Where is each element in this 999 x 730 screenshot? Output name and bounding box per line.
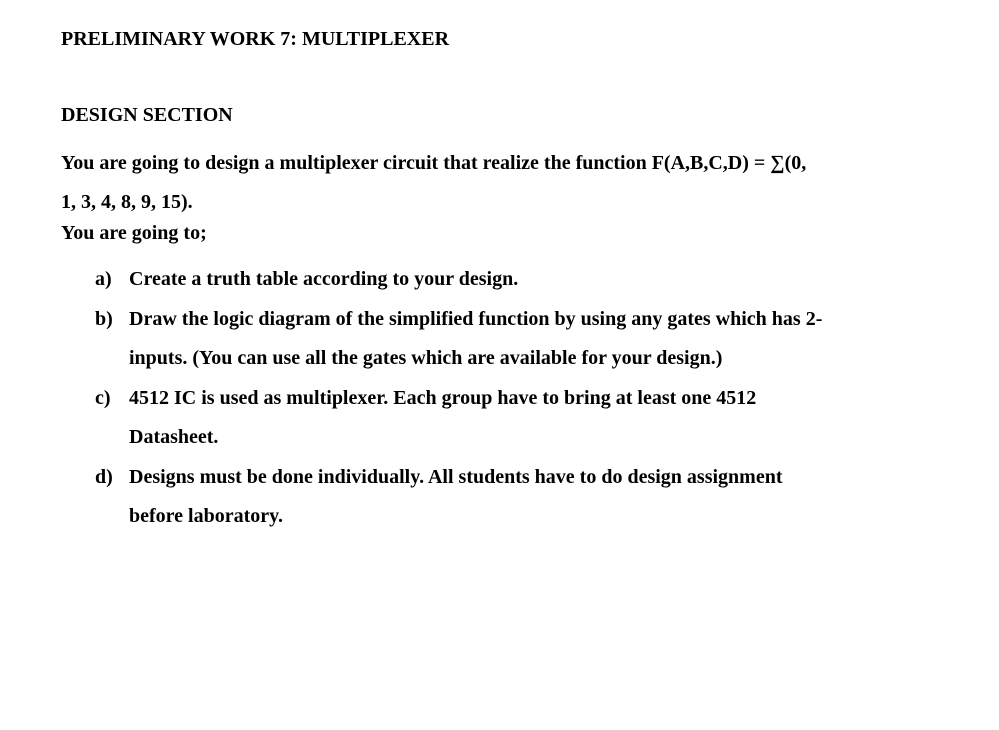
- lead-text: You are going to;: [61, 222, 207, 244]
- task-item-c: [95, 379, 911, 457]
- task-list: [95, 260, 911, 537]
- task-item-d: [95, 458, 911, 536]
- task-line: before laboratory.: [129, 505, 284, 527]
- intro-paragraph: [61, 144, 921, 222]
- page-title: PRELIMINARY WORK 7: MULTIPLEXER: [61, 28, 450, 50]
- task-text: [129, 260, 911, 299]
- task-marker: a): [95, 268, 112, 290]
- task-text: [129, 458, 911, 536]
- task-marker: b): [95, 308, 113, 330]
- task-line: Draw the logic diagram of the simplified function by using any gates which has 2-: [129, 308, 823, 330]
- section-heading: DESIGN SECTION: [61, 104, 233, 126]
- task-item-b: [95, 300, 911, 378]
- task-line: inputs. (You can use all the gates which are available for your design.): [129, 347, 723, 369]
- task-line: Designs must be done individually. All students have to do design assignment: [129, 466, 783, 488]
- task-marker: c): [95, 387, 111, 409]
- task-line: 4512 IC is used as multiplexer. Each group have to bring at least one 4512: [129, 387, 757, 409]
- task-item-a: [95, 260, 911, 299]
- logo-ring-icon: [88, 0, 158, 4]
- intro-line-1: You are going to design a multiplexer circuit that realize the function F(A,B,C,D) = ∑(0,: [61, 152, 807, 174]
- task-line: Create a truth table according to your design.: [129, 268, 519, 290]
- task-line: Datasheet.: [129, 426, 219, 448]
- task-text: [129, 379, 911, 457]
- task-text: [129, 300, 911, 378]
- intro-line-2: 1, 3, 4, 8, 9, 15).: [61, 191, 193, 213]
- task-marker: d): [95, 466, 113, 488]
